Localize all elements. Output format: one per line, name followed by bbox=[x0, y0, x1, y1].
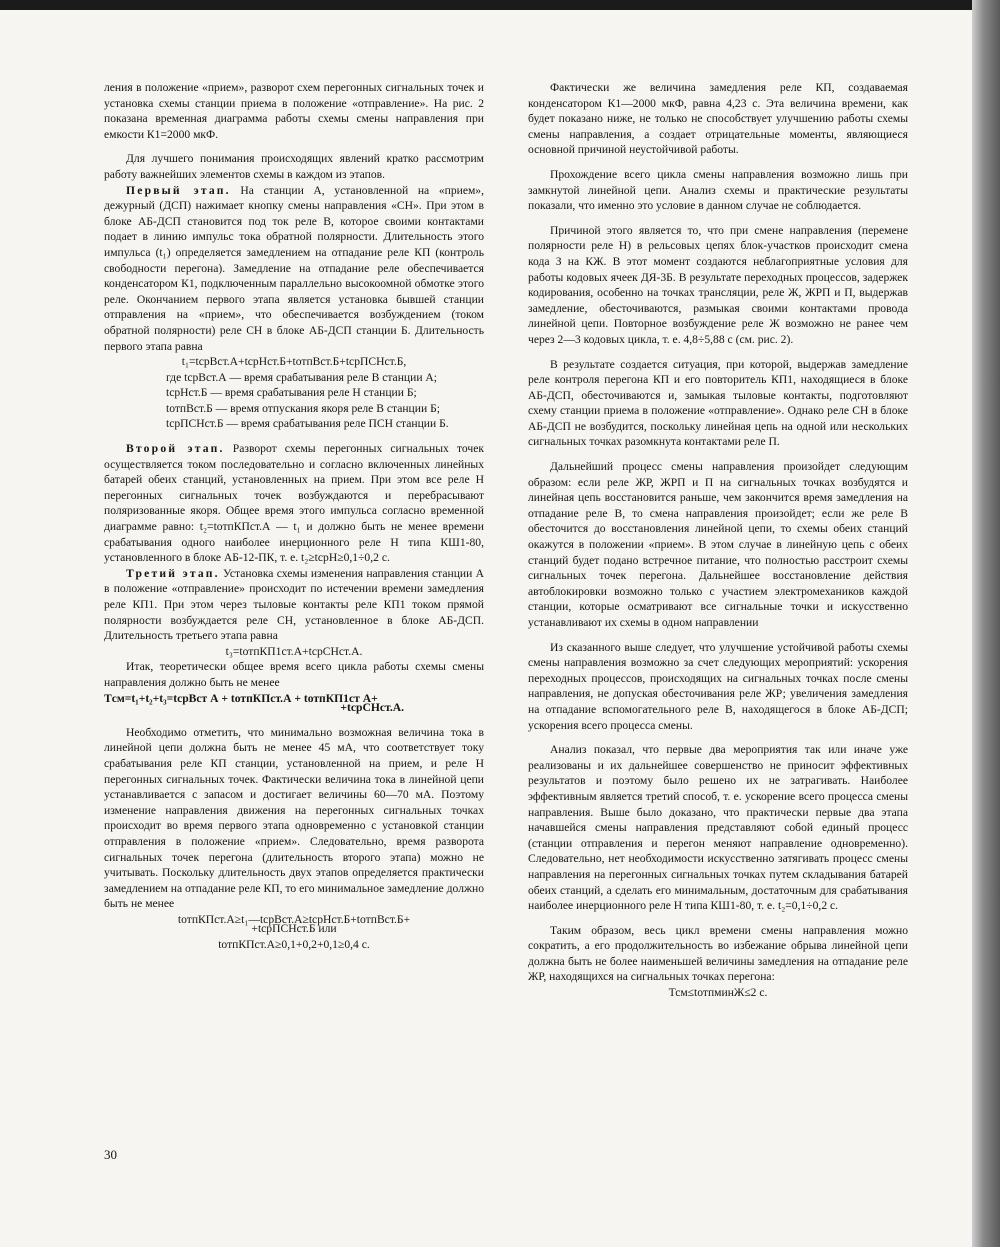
page-number: 30 bbox=[104, 1147, 117, 1162]
paragraph-stage-1 bbox=[104, 183, 484, 355]
equation-t1: t₁=tсрВст.А+tсрНст.Б+tотпВст.Б+tсрПСНст.Б, bbox=[181, 355, 407, 369]
equation-t3: t₃=tотпКП1ст.А+tсрСНст.А. bbox=[225, 644, 363, 658]
paragraph: Необходимо отметить, что минимально возможная величина тока в линейной цепи должна быть не менее 45 мА, что соответствует току срабатывания реле КП станции, установленной на прием, и реле Н перегонных сигнальных точек. Фактически величина тока в линейной цепи устанавливается с запасом и достигает величины 60—70 мА. Поэтому изменение направления движения на перегонных сигнальных точках происходит во время первого этапа одновременно с установкой станции отправления в положение «прием». Следовательно, время разворота сигнальных точек перегона (длительность второго этапа) можно не учитывать. Поскольку длительность двух этапов определяется практически замедлением на отпадание реле КП, то его минимальное замедление должно быть не менее bbox=[104, 725, 484, 911]
paragraph: ления в положение «прием», разворот схем перегонных сигнальных точек и установка схемы станции приема в положение «отправление». На рис. 2 показана временная диаграмма работы схемы смены направления при емкости К1=2000 мкФ. bbox=[104, 81, 484, 141]
paragraph: Анализ показал, что первые два мероприятия так или иначе уже реализованы и их дальнейшее совершенство не приносит эффективных результатов и поэтому было решено их не затрагивать. Наиболее эффективным является третий способ, т. е. ускорение всего процесса смены направления. Выше было доказано, что практически первые два этапа начавшейся смены направления представляют собой единый процесс (станции отправления и перегон меняют направление одновременно). Следовательно, нет необходимости искусственно затягивать процесс смены направления на перегонных сигнальных точках путем складывания батарей обеих станций, а сделать его минимальным, достаточным для срабатывания наиболее инерционного реле Н типа КШ1-80, т. е. t₂=0,1÷0,2 с. bbox=[528, 743, 908, 913]
definition: tсрНст.Б — время срабатывания реле Н станции Б; bbox=[166, 386, 417, 400]
stage-3-text: Установка схемы изменения направления станции А в положение «отправление» происходит по истечении времени замедления реле КП1. При этом через тыловые контакты реле КП1 током прямой полярности возбуждается реле СН, установленное в блоке АБ-ДСП. Длительность третьего этапа равна bbox=[104, 566, 484, 643]
stage-1-text: На станции А, установленной на «прием», дежурный (ДСП) нажимает кнопку смены направления «СН». При этом в блоке АБ-ДСП становится под ток реле В, которое своими контактами подает в линию импульс тока обратной полярности. Длительность этого импульса (t₁) определяется замедлением на отпадание реле КП (контроль свободности перегона). Замедление на отпадание реле обеспечивается конденсатором К1, подключенным параллельно высокоомной обмотке этого реле. Окончанием первого этапа является установка бывшей станции отправления на «прием», что обеспечивается возбуждением (током обратной полярности) реле СН в блоке АБ-ДСП станции Б. Длительность первого этапа равна bbox=[104, 183, 485, 353]
left-column bbox=[104, 80, 484, 953]
equation-tkp-line1: tотпКПст.А≥t₁—tсрВст.А≥tсрНст.Б+tотпВст.Б+ bbox=[177, 912, 411, 926]
paragraph: Из сказанного выше следует, что улучшение устойчивой работы схемы смены направления возможно за счет следующих мероприятий: ускорения переходных процессов, происходящих на сигнальных точках после смены направления, не допуская обесточивания реле ЖР; увеличения замедления на отпадание вспомогательного реле В, находящегося в блоке АБ-ДСП; ускорения всего процесса смены. bbox=[528, 640, 908, 732]
stage-3-title: Третий этап. bbox=[126, 566, 220, 580]
stage-2-text: Разворот схемы перегонных сигнальных точек осуществляется током последовательно и согласно включенных линейных батарей обеих станций, установленных на прием. При этом все реле Н перегонных сигнальных точек возбуждаются и перебрасывают поляризованные якоря. Общее время этого импульса согласно временной диаграмме равно: t₂=tотпКПст.А — t₁ и должно быть не менее времени срабатывания одного наиболее инерционного реле Н типа КШ1-80, установленного в блоке АБ-12-ПК, т. е. t₂≥tсрН≥0,1÷0,2 с. bbox=[104, 442, 485, 565]
definition: tсрПСНст.Б — время срабатывания реле ПСН станции Б. bbox=[166, 417, 449, 431]
paragraph: В результате создается ситуация, при которой, выдержав замедление реле контроля перегона КП и его повторитель КП1, находящиеся в блоке АБ-ДСП, обесточиваются и, замыкая тыловые контакты, подготовляют схему станции приема в положение «отправление». Однако реле СН в блоке АБ-ДСП не возбудится, поскольку линейная цепь на одной или нескольких сигнальных точках разомкнута контактами реле П. bbox=[528, 357, 908, 449]
paragraph: Причиной этого является то, что при смене направления (перемене полярности реле Н) в рельсовых цепях блок-участков происходит смена кода З на КЖ. В этот момент создаются неблагоприятные условия для работы кодовых ячеек ДЯ-3Б. В результате переходных процессов, задержек кодирования, особенно на точках трансляции, реле Ж, ЖРП и П, выдержав замедление, обесточиваются, размыкая своими контактами провода линейной цепи. Повторное возбуждение реле Ж возможно не ранее чем через 2—3 кодовых цикла, т. е. 4,8÷5,88 с (см. рис. 2). bbox=[528, 223, 908, 346]
stage-1-title: Первый этап. bbox=[126, 183, 231, 197]
scan-top-border bbox=[0, 0, 1000, 10]
equation-tsm-line2: +tсрСНст.А. bbox=[340, 701, 404, 715]
equation-tkp-line2: +tсрПСНст.Б или bbox=[251, 922, 337, 936]
equation-tsm-limit: Тсм≤tотпминЖ≤2 с. bbox=[668, 986, 768, 1000]
equation-tsm-line1: Tсм=t₁+t₂+t₃=tсрВст А + tотпКПст.А + tотпКП1ст А+ bbox=[104, 691, 378, 705]
paragraph: Дальнейший процесс смены направления произойдет следующим образом: если реле ЖР, ЖРП и П на сигнальных точках возбудятся и линейная цепь восстановится раньше, чем закончится время замедления на отпадание реле В, то смена направления произойдет; если же реле В обесточится до восстановления линейной цепи, то схемы обеих станций окажутся в положении «прием». В этом случае в линейную цепь с обеих станций будет подано встречное питание, что полностью расстроит схемы сигнальных точек перегона. Дальнейшее восстановление действия автоблокировки возможно только с участием электромехаников каждой станции, которые осматривают все сигнальные точки и искусственно устанавливают их схемы в одном направлении bbox=[528, 460, 908, 629]
paragraph-stage-3 bbox=[104, 566, 484, 644]
paragraph: Фактически же величина замедления реле КП, создаваемая конденсатором К1—2000 мкФ, равна 4,23 с. Эта величина времени, как будет показано ниже, не только не способствует улучшению работы схемы смены направления, а создает отрицательные моменты, являющиеся основной причиной неустойчивой работы. bbox=[528, 81, 908, 157]
paragraph: Для лучшего понимания происходящих явлений кратко рассмотрим работу важнейших элементов схемы в каждом из этапов. bbox=[104, 152, 484, 181]
equation-tkp-value: tотпКПст.А≥0,1+0,2+0,1≥0,4 с. bbox=[218, 938, 370, 952]
scan-binding-edge bbox=[972, 0, 1000, 1247]
right-column bbox=[528, 80, 908, 1001]
paragraph: Итак, теоретически общее время всего цикла работы схемы смены направления должно быть не менее bbox=[104, 660, 484, 689]
definition: где tсрВст.А — время срабатывания реле В станции А; bbox=[166, 370, 438, 384]
paragraph: Прохождение всего цикла смены направления возможно лишь при замкнутой линейной цепи. Анализ схемы и практические результаты показали, что именно это условие в данном случае не соблюдается. bbox=[528, 167, 908, 213]
paragraph-stage-2 bbox=[104, 441, 484, 566]
paragraph: Таким образом, весь цикл времени смены направления можно сократить, а его продолжительность во избежание обрыва линейной цепи должна быть не более наименьшей величины замедления на отпадание реле ЖР, находящихся на сигнальных точках перегона: bbox=[528, 923, 908, 984]
stage-2-title: Второй этап. bbox=[126, 442, 225, 456]
definition: tотпВст.Б — время отпускания якоря реле В станции Б; bbox=[166, 401, 440, 415]
